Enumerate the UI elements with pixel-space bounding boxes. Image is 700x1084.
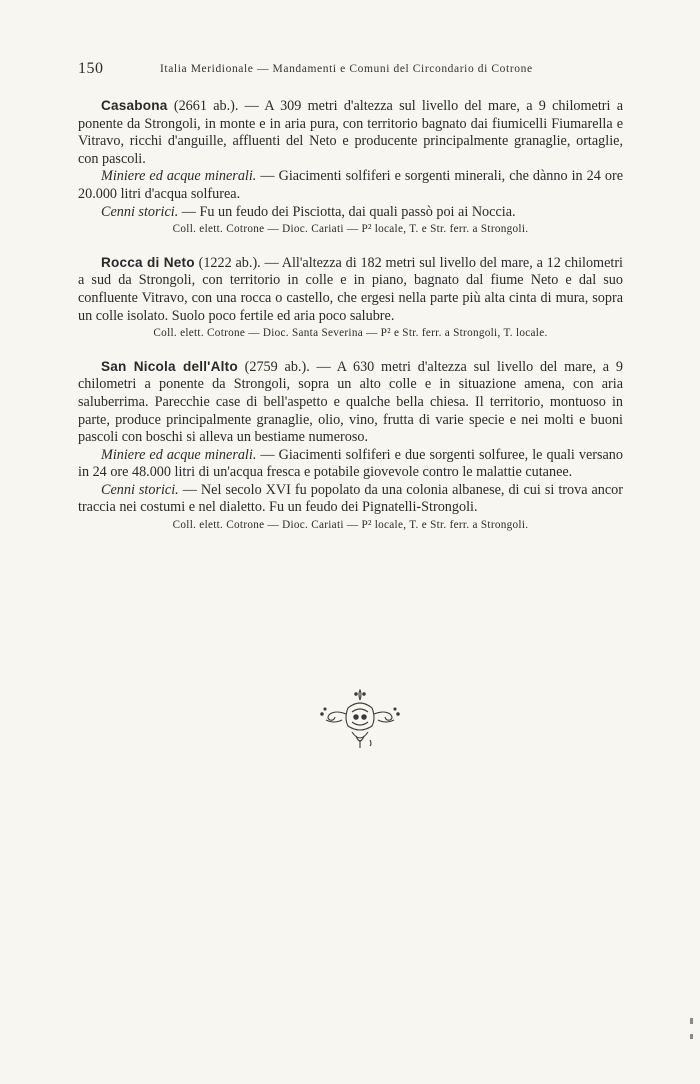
entry-intro-text: (2661 ab.). — A 309 metri d'altezza sul livello del mare, a 9 chilometri a ponente da Strongoli, in monte e in aria pura, con territorio bagnato dai fiumicelli Fiumarella e Vitravo, ricchi d'anguille, affluenti del Neto e producente principalmente granaglie, ortaglie, con pascoli.: [78, 98, 623, 167]
minerals-text: — Giacimenti solfiferi e sorgenti minerali, che dànno in 24 ore 20.000 litri d'acqua solfurea.: [78, 168, 623, 202]
history-paragraph: [78, 482, 623, 517]
entry-footer: Coll. elett. Cotrone — Dioc. Cariati — P² locale, T. e Str. ferr. a Strongoli.: [172, 223, 529, 236]
town-name: Casabona: [101, 98, 168, 113]
entry-intro: [78, 97, 623, 168]
entry-intro-text: (2759 ab.). — A 630 metri d'altezza sul livello del mare, a 9 chilometri a ponente da Strongoli, sopra un alto colle e in situazione amena, con aria saluberrima. Parecchie case di bell'aspetto e qualche bella chiesa. Il territorio, montuoso in parte, produce principalmente granaglie, olio, vino, frutta di varie specie e nei molti e buoni pascoli con boschi si alleva un bestiame numeroso.: [78, 358, 623, 446]
entry-san-nicola-dell-alto: [78, 358, 623, 535]
history-label: Cenni storici.: [101, 481, 179, 498]
entry-rocca-di-neto: [78, 254, 623, 343]
floral-ornament-icon: [312, 688, 408, 750]
minerals-paragraph: [78, 168, 623, 203]
entry-casabona: [78, 97, 623, 239]
running-head: Italia Meridionale — Mandamenti e Comuni del Circondario di Cotrone: [160, 63, 533, 75]
minerals-paragraph: [78, 447, 623, 482]
entry-footer: Coll. elett. Cotrone — Dioc. Cariati — P² locale, T. e Str. ferr. a Strongoli.: [172, 519, 529, 532]
body-text: [78, 97, 623, 550]
entry-intro-text: (1222 ab.). — All'altezza di 182 metri sul livello del mare, a 12 chilometri a sud da Strongoli, con territorio in colle e in piano, bagnato dal fiume Neto e dal suo confluente Vitravo, con una rocca o castello, che ergesi nella parte più alta cinta di mura, sopra un colle isolato. Suolo poco fertile ed aria poco salubre.: [78, 254, 623, 324]
minerals-text: — Giacimenti solfiferi e due sorgenti solfuree, le quali versano in 24 ore 48.000 litri di un'acqua fresca e potabile giovevole contro le malattie cutanee.: [78, 446, 623, 481]
page-edge-mark: [690, 1034, 693, 1039]
page-header: [78, 60, 623, 82]
minerals-label: Miniere ed acque minerali.: [101, 168, 257, 185]
page-edge-mark: [690, 1018, 693, 1024]
minerals-label: Miniere ed acque minerali.: [101, 446, 257, 463]
entry-intro: [78, 358, 623, 447]
history-paragraph: [78, 204, 623, 222]
town-name: Rocca di Neto: [101, 254, 195, 270]
history-text: — Fu un feudo dei Pisciotta, dai quali passò poi ai Noccia.: [178, 203, 516, 220]
entry-footer: Coll. elett. Cotrone — Dioc. Santa Severina — P² e Str. ferr. a Strongoli, T. locale.: [153, 327, 548, 340]
history-label: Cenni storici.: [101, 203, 179, 220]
town-name: San Nicola dell'Alto: [101, 358, 238, 374]
history-text: — Nel secolo XVI fu popolato da una colonia albanese, di cui si trova ancor traccia nei costumi e nel dialetto. Fu un feudo dei Pignatelli-Strongoli.: [78, 481, 624, 516]
page-number: 150: [78, 60, 104, 77]
entry-intro: [78, 254, 623, 325]
